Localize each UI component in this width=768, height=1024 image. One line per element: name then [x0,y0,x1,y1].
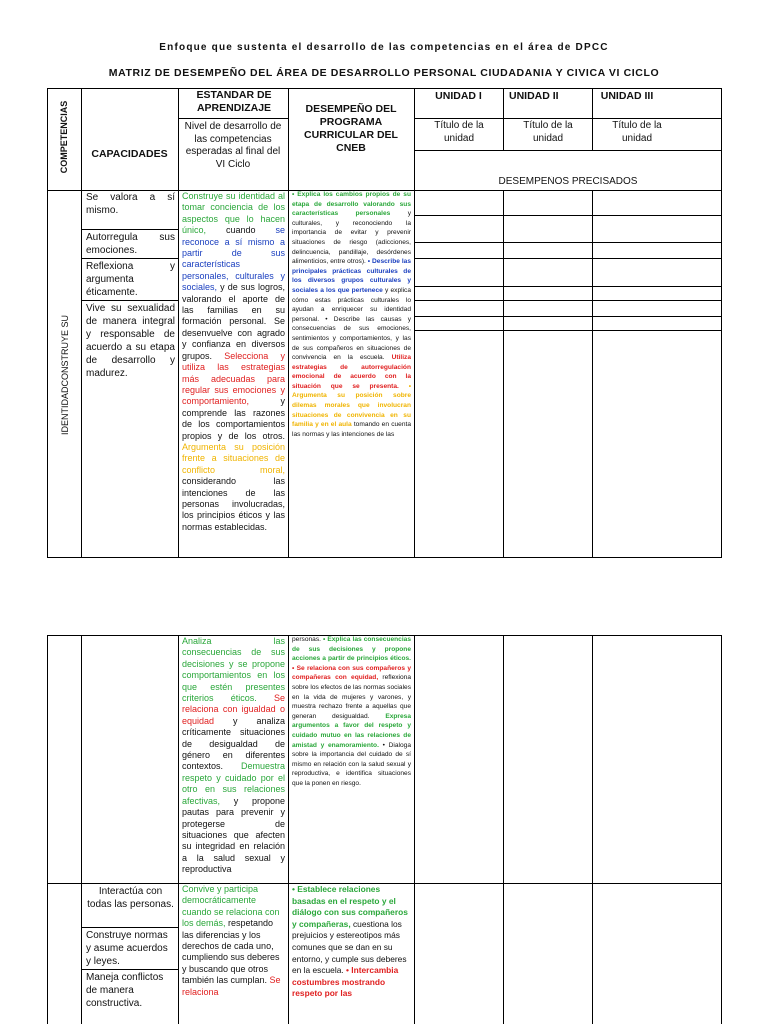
text-run: se reconoce a sí mismo a partir de sus características personales, culturales y sociales, [182,225,285,293]
text-run: Selecciona y utiliza las estrategias más adecuadas para regular sus emociones y comportamiento, [182,350,285,407]
text-run: Convive y participa democráticamente cuando se relaciona con los demás, [182,884,280,929]
capacidad-valora: Se valora a sí mismo. [86,192,175,216]
estandar-header: ESTANDAR DE APRENDIZAJE [196,89,272,114]
unidad-3-header: UNIDAD III [600,90,654,102]
text-run: y de sus logros, valorando el aporte de las familias en su formación personal. Se desenvuelve con agrado y confianza en diversos grupos. [182,282,285,361]
text-run: Demuestra respeto y cuidado por el otro en sus relaciones afectivas, [182,761,285,806]
capacidad-sexualidad: Vive su sexualidad de manera integral y responsable de acuerdo a su etapa de desarrollo y madurez. [86,303,175,379]
text-run: • Describe las principales prácticas culturales de los diversos grupos culturales y sociales a los que pertenece [292,258,411,294]
capacidad-autorregula: Autorregula sus emociones. [86,232,175,256]
document-subtitle: Enfoque que sustenta el desarrollo de las competencias en el área de DPCC [159,42,609,53]
estandar-subheader: Nivel de desarrollo de las competencias esperadas al final del VI Ciclo [184,121,282,170]
desempeno-header: DESEMPEÑO DEL PROGRAMA CURRICULAR DEL CNEB [304,103,398,154]
text-run: • Explica los cambios propios de su etapa de desarrollo valorando sus características personales [292,191,411,218]
desempeno-block1 [292,190,411,557]
unidad-3-title: Título de la unidad [612,120,662,144]
text-run: Analiza las consecuencias de sus decisiones y se propone comportamientos en los que estén presentes criterios éticos. [182,636,285,704]
desempeno-block2 [292,635,411,883]
text-run: Construye su identidad al tomar conciencia de los aspectos que lo hacen único, [182,191,285,236]
text-run: Se relaciona con igualdad o equidad [182,693,285,726]
estandar-block3 [182,884,285,1024]
text-run: • Argumenta su posición sobre dilemas morales que involucran situaciones de convivencia en su familia y en el aula [292,382,411,429]
unidad-2-header: UNIDAD II [509,90,559,102]
document-title: MATRIZ DE DESEMPEÑO DEL ÁREA DE DESARROLLO PERSONAL CIUDADANIA Y CIVICA VI CICLO [108,67,660,79]
unidad-2-title: Título de la unidad [523,120,573,144]
competencias-header: COMPETENCIAS [59,100,69,174]
text-run: reflexiona sobre los efectos de las normas sociales en la vida de mujeres y varones, y muestra rechazo frente a aquellas que generan desigualdad. [292,674,411,720]
text-run: cuestiona los prejuicios y estereotipos más comunes que se dan en su entorno, y cumple sus deberes en la escuela. [292,918,407,976]
text-run: Expresa argumentos a favor del respeto y cuidado mutuo en las relaciones de amistad y enamoramiento. [292,712,411,749]
unidad-1-header: UNIDAD I [435,90,482,102]
text-run: y culturales, y reconociendo la importancia de evitar y prevenir situaciones de riesgo (adicciones, delincuencia, pandillaje, desórdenes alimenticios, entre otros). [292,210,411,266]
text-run: Se relaciona [182,975,281,997]
text-run: y explica cómo estas prácticas culturales lo ayudan a enriquecer su identidad personal. • Describe las causas y consecuencias de sus emociones, sentimientos y comportamientos, y las de sus compañeros en situaciones de convivencia en la escuela. [292,286,411,362]
text-run: • Intercambia costumbres mostrando respeto por las [292,965,399,999]
text-run: respetando las diferencias y los derechos de cada uno, cumpliendo sus deberes y buscando que otros también las cumplan. [182,918,280,986]
text-run: Argumenta su posición frente a situaciones de conflicto moral, [182,441,285,475]
text-run: • Explica las consecuencias de sus decisiones y propone acciones a partir de principios éticos. [292,636,411,663]
estandar-block1 [182,191,285,557]
unidad-1-title: Título de la unidad [434,120,484,144]
desempeno-block3 [292,884,411,1024]
capacidad-interactua: Interactúa con todas las personas. [87,886,174,910]
capacidades-header: CAPACIDADES [91,148,168,160]
text-run: • Dialoga sobre la importancia del cuidado de sí mismo en relación con la salud sexual y reproductiva, e identifica situaciones que la ponen en riesgo. [292,741,411,787]
text-run: • Establece relaciones basadas en el respeto y el diálogo con sus compañeros y compañeras, [292,884,408,929]
text-run: y propone pautas para prevenir y protegerse de situaciones que afecten su integridad en relación a la salud sexual y reproductiva [182,795,285,875]
text-run: • Se relaciona con sus compañeros y compañeras con equidad, [292,664,411,682]
competencia-identidad: IDENTIDADCONSTRUYE SU [60,315,70,436]
estandar-block2 [182,636,285,883]
text-run: y comprende las razones de los comportamientos propios y de los otros. [182,396,285,441]
text-run: personas. [292,636,324,643]
text-run: tomando en cuenta las normas y las intenciones de las [292,421,411,438]
capacidad-reflexiona: Reflexiona y argumenta éticamente. [86,261,175,298]
capacidad-conflictos: Maneja conflictos de manera constructiva. [86,972,164,1009]
text-run: y analiza críticamente situaciones de desigualdad de género en diferentes contextos. [182,715,285,772]
capacidad-normas: Construye normas y asume acuerdos y leyes. [86,930,168,967]
desempenos-precisados-header: DESEMPEÑOS PRECISADOS [498,176,638,187]
text-run: cuando [225,225,276,236]
text-run: considerando las intenciones de las personas involucradas, los principios éticos y las normas establecidas. [182,476,285,532]
text-run: Utiliza estrategias de autorregulación emocional de acuerdo con la situación que se presenta. [292,354,411,390]
